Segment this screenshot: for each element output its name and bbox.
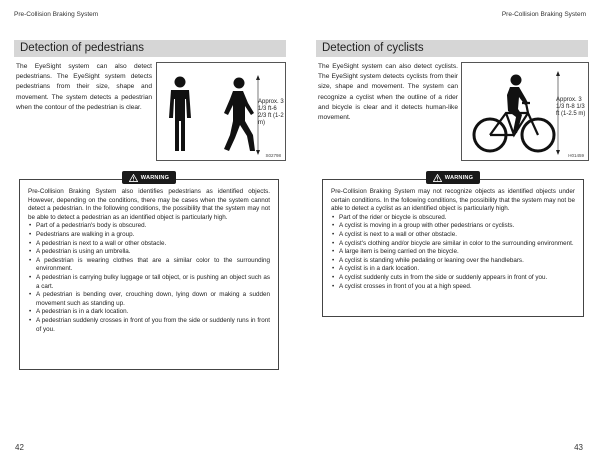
page-number-left: 42 <box>15 443 24 452</box>
list-item: • A pedestrian is bending over, crouching down, lying down or making a sudden movement such as standing up. <box>28 291 270 308</box>
list-item: • A pedestrian is carrying bulky luggage or tall object, or is pushing an object such as a cart. <box>28 274 270 291</box>
list-item: • A cyclist is next to a wall or other obstacle. <box>331 231 575 240</box>
pedestrian-intro-text: The EyeSight system can also detect pedestrians. The EyeSight system detects pedestrians from their size, shape and movement. The system detects a pedestrian when the contour of the pedestrian is clear. <box>16 63 152 111</box>
list-item: • A pedestrian suddenly crosses in front of you from the side or suddenly runs in front of you. <box>28 317 270 334</box>
cyclist-warning-box <box>322 174 584 317</box>
list-item: • A cyclist is standing while pedaling or leaning over the handlebars. <box>331 257 575 266</box>
pedestrian-figure-code: S02798 <box>265 153 281 158</box>
warning-body <box>331 188 575 291</box>
list-item: • A cyclist suddenly cuts in from the side or suddenly appears in front of you. <box>331 274 575 283</box>
list-item: • A cyclist is moving in a group with other pedestrians or cyclists. <box>331 222 575 231</box>
running-header-right: Pre-Collision Braking System <box>501 11 586 18</box>
list-item: • A cyclist crosses in front of you at a high speed. <box>331 283 575 292</box>
warning-label: WARNING <box>444 174 474 181</box>
pedestrian-height-label: Approx. 3 1/3 ft-6 2/3 ft (1-2 m) <box>258 99 284 126</box>
list-item: • Part of the rider or bicycle is obscured. <box>331 214 575 223</box>
list-item: • A cyclist's clothing and/or bicycle are similar in color to the surrounding environment. <box>331 240 575 249</box>
cyclist-figure-code: H01459 <box>568 153 584 158</box>
running-header-left: Pre-Collision Braking System <box>14 11 99 18</box>
warning-triangle-icon <box>433 174 442 182</box>
list-item: • A pedestrian is using an umbrella. <box>28 248 270 257</box>
section-title-cyclists: Detection of cyclists <box>316 40 588 57</box>
list-item: • Pedestrians are walking in a group. <box>28 231 270 240</box>
cyclist-height-label: Approx. 3 1/3 ft-8 1/3 ft (1-2.5 m) <box>556 97 586 117</box>
standing-pedestrian-icon <box>169 77 191 152</box>
pedestrian-figure <box>156 62 286 161</box>
warning-body <box>28 188 270 334</box>
list-item: • A cyclist is in a dark location. <box>331 265 575 274</box>
warning-conditions-list <box>28 222 270 334</box>
section-title-pedestrians: Detection of pedestrians <box>14 40 286 57</box>
list-item: • A pedestrian is in a dark location. <box>28 308 270 317</box>
cyclist-figure <box>461 62 589 161</box>
list-item: • A pedestrian is wearing clothes that are a similar color to the surrounding environment. <box>28 257 270 274</box>
warning-badge <box>426 171 480 184</box>
list-item: • A pedestrian is next to a wall or other obstacle. <box>28 240 270 249</box>
warning-badge <box>122 171 176 184</box>
right-page <box>300 0 600 471</box>
cyclist-icon <box>474 75 554 152</box>
warning-conditions-list <box>331 214 575 291</box>
pedestrian-warning-box <box>19 174 279 370</box>
warning-intro: Pre-Collision Braking System also identifies pedestrians as identified objects. However, depending on the conditions, there may be cases when the system cannot detect a pedestrian. In the following conditions, the possibility that the system may not be able to detect a pedestrian as an identified object is particularly high. <box>28 188 270 221</box>
warning-intro: Pre-Collision Braking System may not recognize objects as identified objects under certain conditions. In the following conditions, the possibility that the system may not be able to detect a cyclist as an identified object is particularly high. <box>331 188 575 213</box>
walking-pedestrian-icon <box>224 78 255 152</box>
cyclist-intro-text: The EyeSight system can also detect cyclists. The EyeSight system detects cyclists from their size, shape and movement. The system can recognize a cyclist when the outline of a rider and bicycle is clear and it detects human-like movement. <box>318 63 458 122</box>
page-number-right: 43 <box>574 443 583 452</box>
warning-triangle-icon <box>129 174 138 182</box>
warning-label: WARNING <box>140 174 170 181</box>
list-item: • Part of a pedestrian's body is obscured. <box>28 222 270 231</box>
list-item: • A large item is being carried on the bicycle. <box>331 248 575 257</box>
